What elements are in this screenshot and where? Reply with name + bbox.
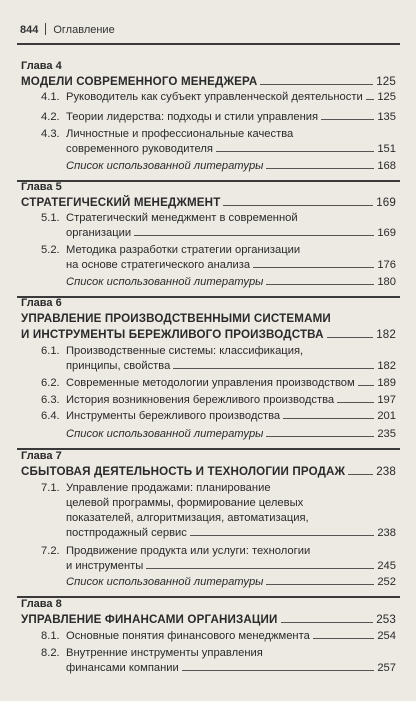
page-ref: 245 xyxy=(377,560,396,572)
section-number: 4.1. xyxy=(41,91,60,103)
section-number: 7.1. xyxy=(41,482,60,494)
leader-line xyxy=(266,584,374,585)
entry-text: Производственные системы: классификация, xyxy=(66,345,304,357)
chapter-label: Глава 5 xyxy=(21,181,62,193)
page-ref: 180 xyxy=(377,276,396,288)
section-entry xyxy=(41,630,396,643)
entry-text: Список использованной литературы xyxy=(66,576,264,588)
chapter-label: Глава 7 xyxy=(21,450,62,462)
leader-line xyxy=(266,168,374,169)
entry-text: Продвижение продукта или услуги: технологии xyxy=(66,545,311,557)
entry-text: УПРАВЛЕНИЕ ФИНАНСАМИ ОРГАНИЗАЦИИ xyxy=(21,613,278,626)
section-number: 6.2. xyxy=(41,377,60,389)
page-ref: 182 xyxy=(376,328,396,341)
section-number: 7.2. xyxy=(41,545,60,557)
chapter-title xyxy=(21,328,396,341)
section-entry xyxy=(41,377,396,390)
leader-line xyxy=(216,151,374,152)
section-entry xyxy=(66,227,396,240)
page-ref: 201 xyxy=(377,410,396,422)
section-number: 4.3. xyxy=(41,128,60,140)
bibliography-entry xyxy=(66,276,396,289)
entry-text: постпродажный сервис xyxy=(66,527,187,539)
chapter-title xyxy=(21,196,396,209)
page-ref: 182 xyxy=(377,360,396,372)
leader-line xyxy=(266,284,374,285)
running-title: Оглавление xyxy=(53,24,115,36)
entry-text: финансами компании xyxy=(66,662,179,674)
leader-line xyxy=(253,267,374,268)
section-entry xyxy=(66,143,396,156)
leader-line xyxy=(366,99,375,100)
entry-text: Список использованной литературы xyxy=(66,276,264,288)
chapter-title xyxy=(21,75,396,88)
leader-line xyxy=(266,436,374,437)
section-number: 8.1. xyxy=(41,630,60,642)
entry-text: показателей, алгоритмизация, автоматизация, xyxy=(66,512,309,524)
chapter-rule xyxy=(17,296,400,298)
entry-text: Инструменты бережливого производства xyxy=(66,410,281,422)
page-ref: 176 xyxy=(377,259,396,271)
section-entry xyxy=(41,111,396,124)
page-number: 844 xyxy=(20,24,39,36)
leader-line xyxy=(321,119,374,120)
section-entry xyxy=(66,662,396,675)
section-entry xyxy=(66,360,396,373)
page-ref: 169 xyxy=(376,196,396,209)
section-entry xyxy=(66,560,396,573)
leader-line xyxy=(173,368,374,369)
chapter-label: Глава 6 xyxy=(21,297,62,309)
entry-text: СБЫТОВАЯ ДЕЯТЕЛЬНОСТЬ И ТЕХНОЛОГИИ ПРОДАЖ xyxy=(21,465,346,478)
leader-line xyxy=(182,670,375,671)
chapter-title xyxy=(21,465,396,478)
chapter-rule xyxy=(17,596,400,598)
section-number: 6.1. xyxy=(41,345,60,357)
leader-line xyxy=(146,568,374,569)
section-entry xyxy=(41,212,396,225)
section-entry xyxy=(66,512,396,525)
page-ref: 135 xyxy=(377,111,396,123)
entry-text: целевой программы, формирование целевых xyxy=(66,497,304,509)
section-entry xyxy=(41,482,396,495)
page-ref: 197 xyxy=(377,394,396,406)
section-entry xyxy=(66,497,396,510)
leader-line xyxy=(283,418,374,419)
entry-text: Внутренние инструменты управления xyxy=(66,647,263,659)
section-entry xyxy=(41,244,396,257)
entry-text: на основе стратегического анализа xyxy=(66,259,251,271)
page-ref: 257 xyxy=(377,662,396,674)
entry-text: современного руководителя xyxy=(66,143,213,155)
leader-line xyxy=(348,474,373,475)
section-entry xyxy=(41,647,396,660)
header-rule xyxy=(17,43,400,45)
bibliography-entry xyxy=(66,576,396,589)
page-ref: 125 xyxy=(377,91,396,103)
leader-line xyxy=(223,205,373,206)
section-number: 5.2. xyxy=(41,244,60,256)
page-ref: 238 xyxy=(377,527,396,539)
entry-text: Теории лидерства: подходы и стили управления xyxy=(66,111,319,123)
entry-text: История возникновения бережливого производства xyxy=(66,394,335,406)
entry-text: Стратегический менеджмент в современной xyxy=(66,212,298,224)
section-entry xyxy=(41,345,396,358)
page-ref: 168 xyxy=(377,160,396,172)
page-ref: 254 xyxy=(377,630,396,642)
section-entry xyxy=(41,91,396,104)
entry-text: Основные понятия финансового менеджмента xyxy=(66,630,310,642)
entry-text: И ИНСТРУМЕНТЫ БЕРЕЖЛИВОГО ПРОИЗВОДСТВА xyxy=(21,328,324,341)
page-ref: 125 xyxy=(376,75,396,88)
bibliography-entry xyxy=(66,160,396,173)
chapter-rule xyxy=(17,448,400,450)
page-ref: 238 xyxy=(376,465,396,478)
chapter-label: Глава 8 xyxy=(21,598,62,610)
leader-line xyxy=(337,402,374,403)
header-divider xyxy=(45,23,46,35)
page-ref: 189 xyxy=(377,377,396,389)
section-number: 6.4. xyxy=(41,410,60,422)
entry-text: организации xyxy=(66,227,132,239)
chapter-title: УПРАВЛЕНИЕ ПРОИЗВОДСТВЕННЫМИ СИСТЕМАМИ xyxy=(21,312,331,325)
entry-text: Список использованной литературы xyxy=(66,428,264,440)
entry-text: Методика разработки стратегии организации xyxy=(66,244,301,256)
section-number: 6.3. xyxy=(41,394,60,406)
entry-text: Личностные и профессиональные качества xyxy=(66,128,294,140)
section-number: 4.2. xyxy=(41,111,60,123)
page-ref: 253 xyxy=(376,613,396,626)
page-ref: 252 xyxy=(377,576,396,588)
entry-text: принципы, свойства xyxy=(66,360,171,372)
section-number: 8.2. xyxy=(41,647,60,659)
entry-text: МОДЕЛИ СОВРЕМЕННОГО МЕНЕДЖЕРА xyxy=(21,75,258,88)
chapter-rule xyxy=(17,180,400,182)
entry-text: СТРАТЕГИЧЕСКИЙ МЕНЕДЖМЕНТ xyxy=(21,196,221,209)
leader-line xyxy=(260,84,373,85)
chapter-label: Глава 4 xyxy=(21,60,62,72)
leader-line xyxy=(313,638,375,639)
leader-line xyxy=(190,535,374,536)
entry-text: Список использованной литературы xyxy=(66,160,264,172)
page-ref: 235 xyxy=(377,428,396,440)
bibliography-entry xyxy=(66,428,396,441)
section-entry xyxy=(66,527,396,540)
leader-line xyxy=(358,385,375,386)
section-entry xyxy=(41,128,396,141)
chapter-title xyxy=(21,613,396,626)
leader-line xyxy=(327,337,374,338)
entry-text: Управление продажами: планирование xyxy=(66,482,271,494)
running-header xyxy=(20,23,115,39)
entry-text: Руководитель как субъект управленческой деятельности xyxy=(66,91,363,103)
section-entry xyxy=(41,394,396,407)
entry-text: Современные методологии управления производством xyxy=(66,377,355,389)
page-ref: 169 xyxy=(377,227,396,239)
section-entry xyxy=(41,545,396,558)
section-entry xyxy=(41,410,396,423)
leader-line xyxy=(134,235,374,236)
section-entry xyxy=(66,259,396,272)
leader-line xyxy=(281,622,374,623)
page-ref: 151 xyxy=(377,143,396,155)
entry-text: и инструменты xyxy=(66,560,144,572)
section-number: 5.1. xyxy=(41,212,60,224)
